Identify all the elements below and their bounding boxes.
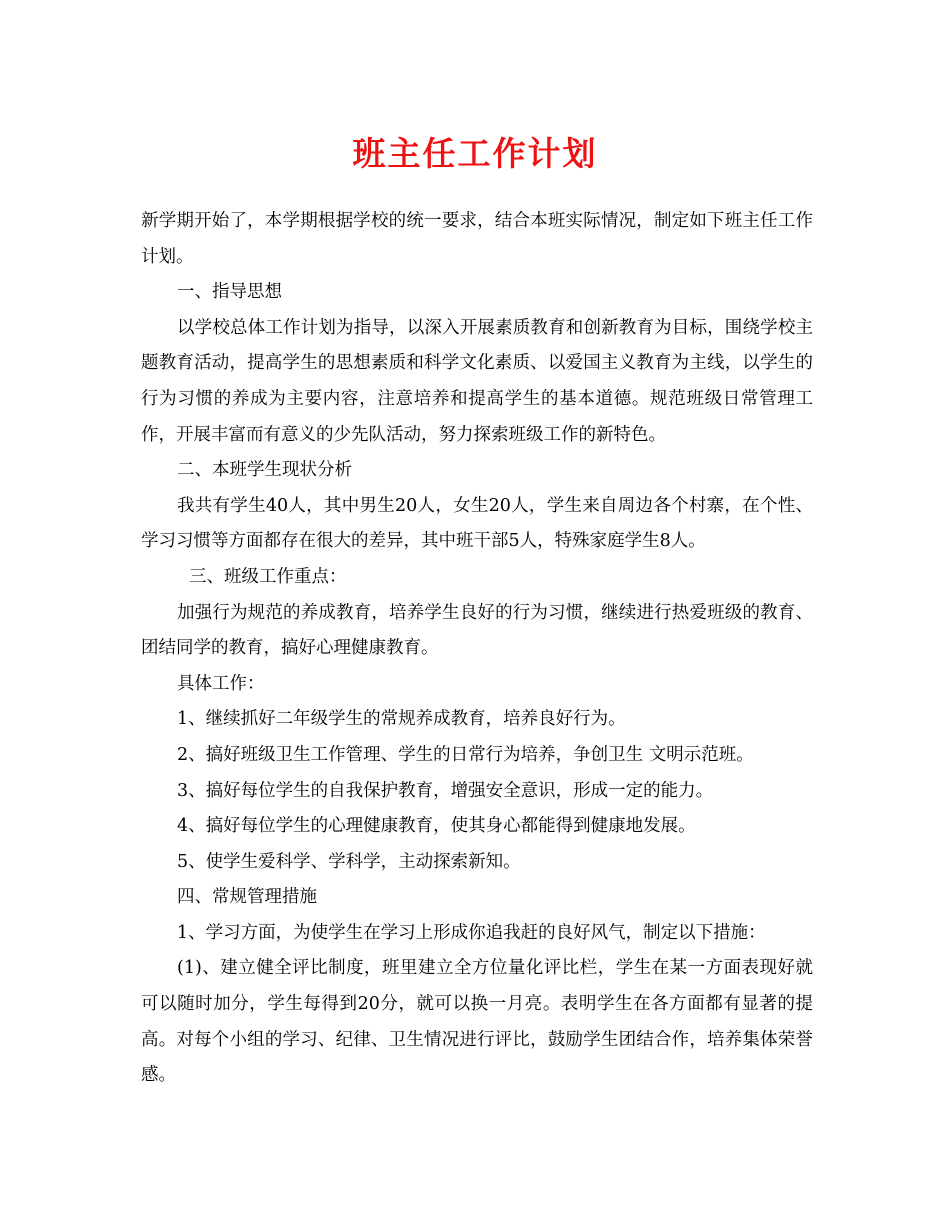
list-item: 2、搞好班级卫生工作管理、学生的日常行为培养，争创卫生 文明示范班。 bbox=[177, 744, 754, 765]
study-measures-paragraph: 1、学习方面，为使学生在学习上形成你追我赶的良好风气，制定以下措施： bbox=[177, 922, 766, 943]
list-item: 4、搞好每位学生的心理健康教育，使其身心都能得到健康地发展。 bbox=[177, 816, 696, 837]
specific-work-heading: 具体工作： bbox=[177, 673, 265, 694]
guiding-ideology-paragraph: 以学校总体工作计划为指导，以深入开展素质教育和创新教育为目标，围绕学校主题教育活动，提高学生的思想素质和科学文化素质、以爱国主义教育为主线，以学生的行为习惯的养成为主要内容，注意培养和提高学生的基本道德。规范班级日常管理工作，开展丰富而有意义的少先队活动，努力探索班级工作的新特色。 bbox=[141, 317, 813, 445]
document-title: 班主任工作计划 bbox=[352, 134, 598, 173]
class-status-paragraph: 我共有学生40人，其中男生20人，女生20人，学生来自周边各个村寨，在个性、学习习惯等方面都存在很大的差异，其中班干部5人，特殊家庭学生8人。 bbox=[141, 495, 813, 552]
section-heading-guiding-ideology: 一、指导思想 bbox=[177, 282, 282, 303]
evaluation-system-paragraph: (1)、建立健全评比制度，班里建立全方位量化评比栏，学生在某一方面表现好就可以随时加分，学生每得到20分，就可以换一月亮。表明学生在各方面都有显著的提高。对每个小组的学习、纪律、卫生情况进行评比，鼓励学生团结合作，培养集体荣誉感。 bbox=[141, 958, 813, 1086]
section-heading-class-status: 二、本班学生现状分析 bbox=[177, 460, 352, 481]
list-item: 1、继续抓好二年级学生的常规养成教育，培养良好行为。 bbox=[177, 709, 626, 730]
work-focus-paragraph: 加强行为规范的养成教育，培养学生良好的行为习惯，继续进行热爱班级的教育、团结同学的教育，搞好心理健康教育。 bbox=[141, 602, 813, 659]
section-heading-management-measures: 四、常规管理措施 bbox=[177, 887, 317, 908]
section-heading-work-focus: 三、班级工作重点： bbox=[189, 566, 347, 587]
list-item: 3、搞好每位学生的自我保护教育，增强安全意识，形成一定的能力。 bbox=[177, 780, 714, 801]
document-body bbox=[141, 204, 813, 1094]
list-item: 5、使学生爱科学、学科学，主动探索新知。 bbox=[177, 851, 521, 872]
intro-paragraph: 新学期开始了，本学期根据学校的统一要求，结合本班实际情况，制定如下班主任工作计划。 bbox=[141, 211, 813, 267]
